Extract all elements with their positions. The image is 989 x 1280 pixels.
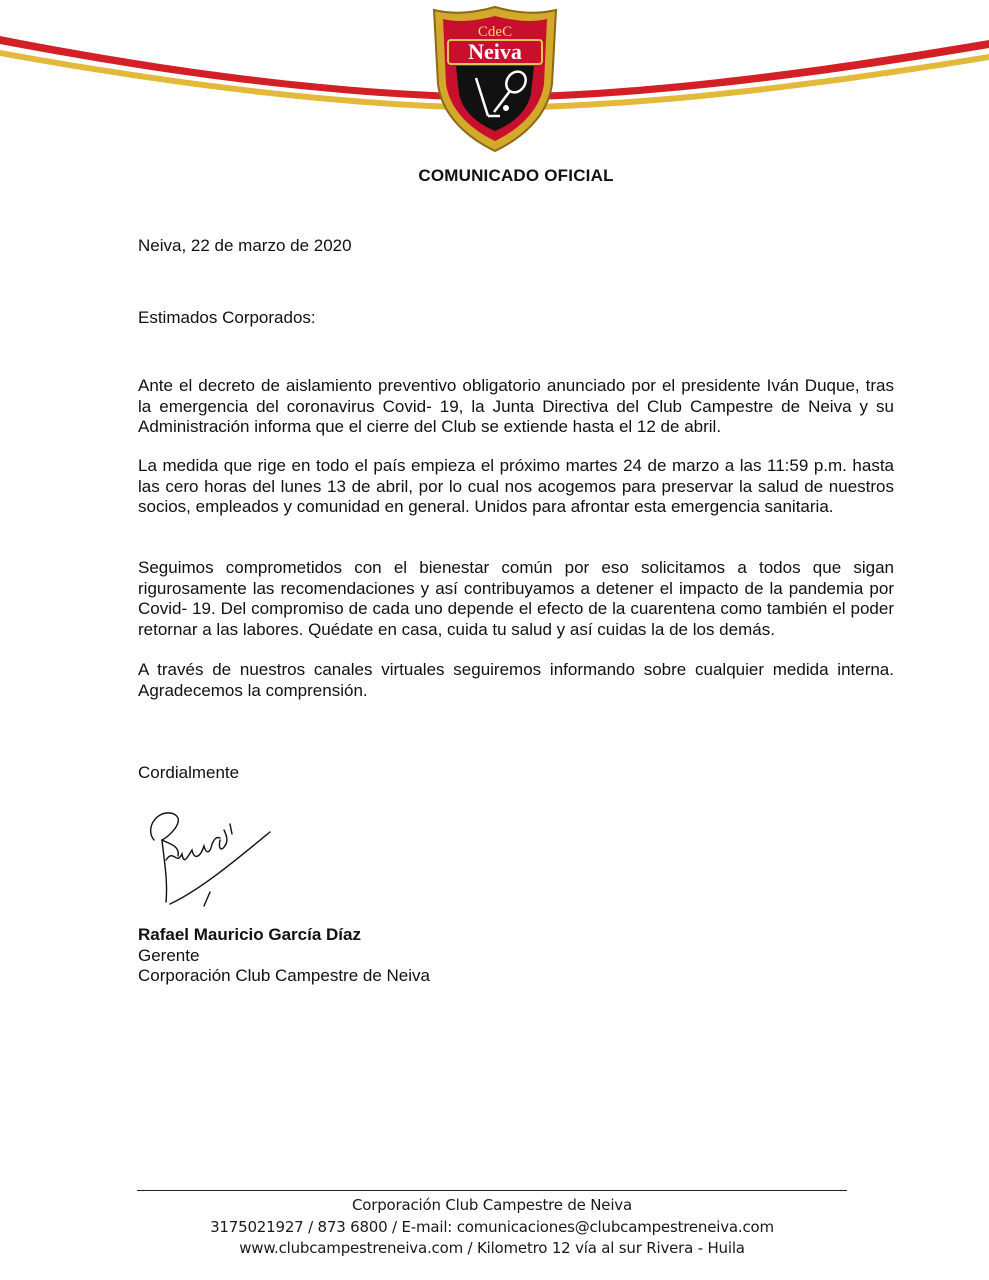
signer-name: Rafael Mauricio García Díaz — [138, 925, 361, 944]
letter-paragraph: Seguimos comprometidos con el bienestar común por eso solicitamos a todos que sigan rigurosamente las recomendaciones y así contribuyamos a detener el impacto de la pandemia por Covid- 19. Del compromiso de cada uno depende el efecto de la cuarentena como también el poder retornar a las labores. Quédate en casa, cuida tu salud y así cuidas la de los demás. — [138, 558, 894, 639]
svg-text:CdeC: CdeC — [477, 24, 513, 40]
letter-paragraph: Ante el decreto de aislamiento preventivo obligatorio anunciado por el presidente Iván Duque, tras la emergencia del coronavirus Covid- 19, la Junta Directiva del Club Campestre de Neiva y su Administración informa que el cierre del Club se extiende hasta el 12 de abril. — [138, 376, 894, 436]
letter-title: COMUNICADO OFICIAL — [418, 166, 614, 185]
letter-paragraph: La medida que rige en todo el país empieza el próximo martes 24 de marzo a las 11:59 p.m. hasta las cero horas del lunes 13 de abril, por lo cual nos acogemos para preservar la salud de nuestros socios, empleados y comunidad en general. Unidos para afrontar esta emergencia sanitaria. — [138, 456, 894, 516]
footer-address: www.clubcampestreneiva.com / Kilometro 12 vía al sur Rivera - Huila — [239, 1239, 745, 1257]
handwritten-signature — [140, 800, 280, 920]
signer-organization: Corporación Club Campestre de Neiva — [138, 966, 430, 985]
footer-contact: 3175021927 / 873 6800 / E-mail: comunicaciones@clubcampestreneiva.com — [210, 1217, 774, 1236]
footer-divider — [137, 1190, 847, 1191]
letter-date: Neiva, 22 de marzo de 2020 — [138, 236, 352, 255]
footer-organization: Corporación Club Campestre de Neiva — [352, 1196, 632, 1214]
signer-role: Gerente — [138, 945, 200, 965]
letter-salutation: Estimados Corporados: — [138, 308, 316, 327]
letter-closing: Cordialmente — [138, 763, 240, 782]
signer-block — [138, 925, 430, 987]
club-logo — [430, 4, 560, 154]
letter-paragraph: A través de nuestros canales virtuales seguiremos informando sobre cualquier medida interna. Agradecemos la comprensión. — [138, 660, 894, 700]
footer — [137, 1195, 847, 1260]
svg-text:Neiva: Neiva — [468, 39, 522, 64]
